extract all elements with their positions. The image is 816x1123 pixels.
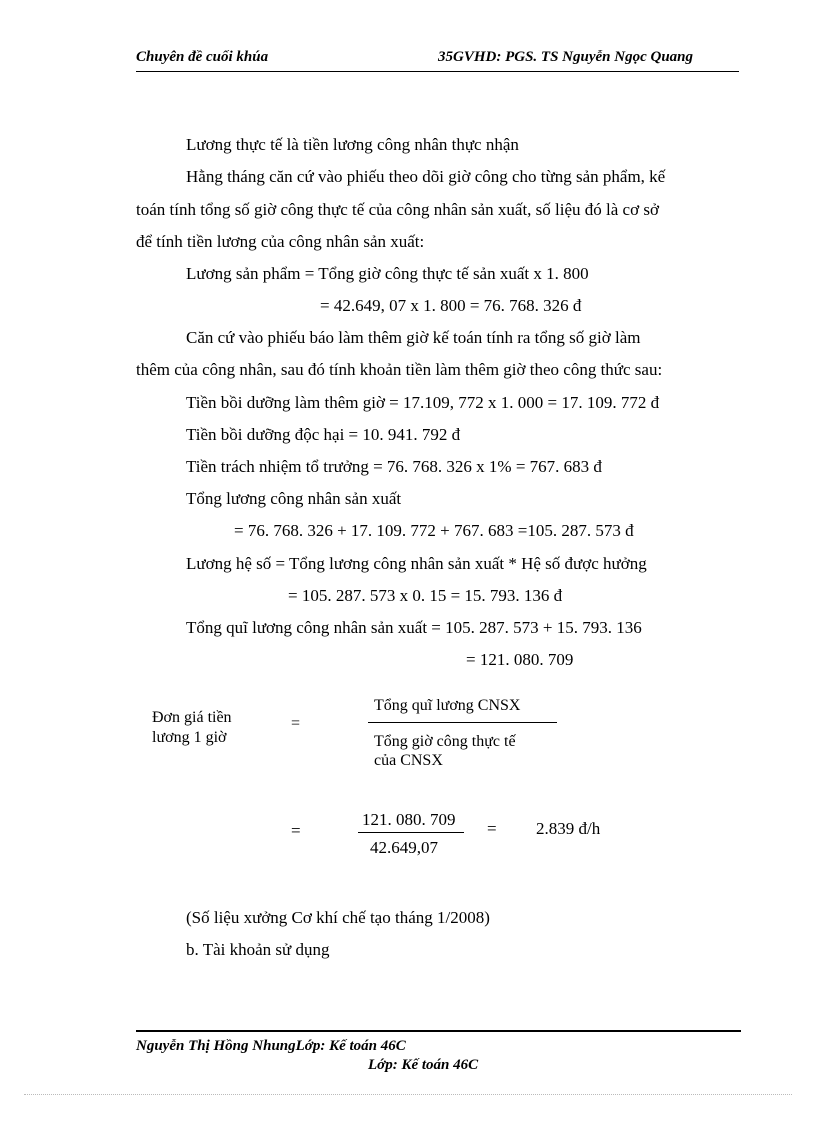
formula-total-wage-value: = 76. 768. 326 + 17. 109. 772 + 767. 683 =105. 287. 573 đ [234, 521, 634, 540]
formula-product-wage: Lương sản phẩm = Tổng giờ công thực tế sản xuất x 1. 800 [186, 264, 589, 283]
paragraph-monthly-line3: để tính tiền lương của công nhân sản xuất: [136, 232, 425, 251]
header-right-advisor: 35GVHD: PGS. TS Nguyễn Ngọc Quang [438, 49, 694, 65]
unit-price-result: 2.839 đ/h [536, 819, 601, 838]
formula-team-leader-allowance: Tiền trách nhiệm tổ trưởng = 76. 768. 326 x 1% = 767. 683 đ [186, 457, 602, 476]
data-source-note: (Số liệu xưởng Cơ khí chế tạo tháng 1/2008) [186, 908, 490, 927]
formula-coefficient-wage: Lương hệ số = Tổng lương công nhân sản xuất * Hệ số được hưởng [186, 554, 647, 573]
formula-overtime-allowance: Tiền bồi dưỡng làm thêm giờ = 17.109, 772 x 1. 000 = 17. 109. 772 đ [186, 393, 660, 412]
paragraph-overtime-line1: Căn cứ vào phiếu báo làm thêm giờ kế toán tính ra tổng số giờ làm [186, 328, 641, 347]
fraction-bar-2 [358, 832, 464, 833]
formula-total-wage-fund-result: = 121. 080. 709 [466, 650, 574, 669]
fraction-numerator-value: 121. 080. 709 [362, 810, 456, 829]
equals-sign-3: = [487, 819, 497, 838]
section-heading-accounts: b. Tài khoản sử dụng [186, 940, 330, 959]
paragraph-overtime-line2: thêm của công nhân, sau đó tính khoản tiền làm thêm giờ theo công thức sau: [136, 360, 663, 379]
header-rule [136, 71, 739, 72]
formula-coefficient-wage-result: = 105. 287. 573 x 0. 15 = 15. 793. 136 đ [288, 586, 563, 605]
paragraph-monthly-line1: Hằng tháng căn cứ vào phiếu theo dõi giờ công cho từng sản phẩm, kế [186, 167, 666, 186]
equals-sign-1: = [291, 715, 301, 732]
paragraph-monthly-line2: toán tính tổng số giờ công thực tế của công nhân sản xuất, số liệu đó là cơ sở [136, 200, 659, 219]
header-left-title: Chuyên đề cuối khúa [136, 49, 269, 65]
footer-class: Lớp: Kế toán 46C [368, 1057, 479, 1073]
formula-total-wage-fund: Tổng quĩ lương công nhân sản xuất = 105. 287. 573 + 15. 793. 136 [186, 618, 642, 637]
page-bottom-dotted-border [24, 1094, 792, 1095]
footer-author-class: Nguyễn Thị Hồng NhungLớp: Kế toán 46C [136, 1038, 406, 1054]
formula-hazard-allowance: Tiền bồi dưỡng độc hại = 10. 941. 792 đ [186, 425, 461, 444]
equals-sign-2: = [291, 821, 301, 840]
fraction-denominator-line1: Tổng giờ công thực tế [374, 733, 516, 750]
formula-product-wage-result: = 42.649, 07 x 1. 800 = 76. 768. 326 đ [320, 296, 582, 315]
fraction-denominator-value: 42.649,07 [370, 838, 438, 857]
unit-price-label-line2: lương 1 giờ [152, 729, 227, 746]
fraction-bar-1 [368, 722, 557, 723]
fraction-denominator-line2: của CNSX [374, 752, 443, 769]
footer-rule [136, 1030, 741, 1032]
unit-price-label-line1: Đơn giá tiền [152, 709, 232, 726]
paragraph-actual-wage: Lương thực tế là tiền lương công nhân thực nhận [186, 135, 519, 154]
formula-total-wage-label: Tổng lương công nhân sản xuất [186, 489, 402, 508]
fraction-numerator-text: Tổng quĩ lương CNSX [374, 697, 521, 714]
